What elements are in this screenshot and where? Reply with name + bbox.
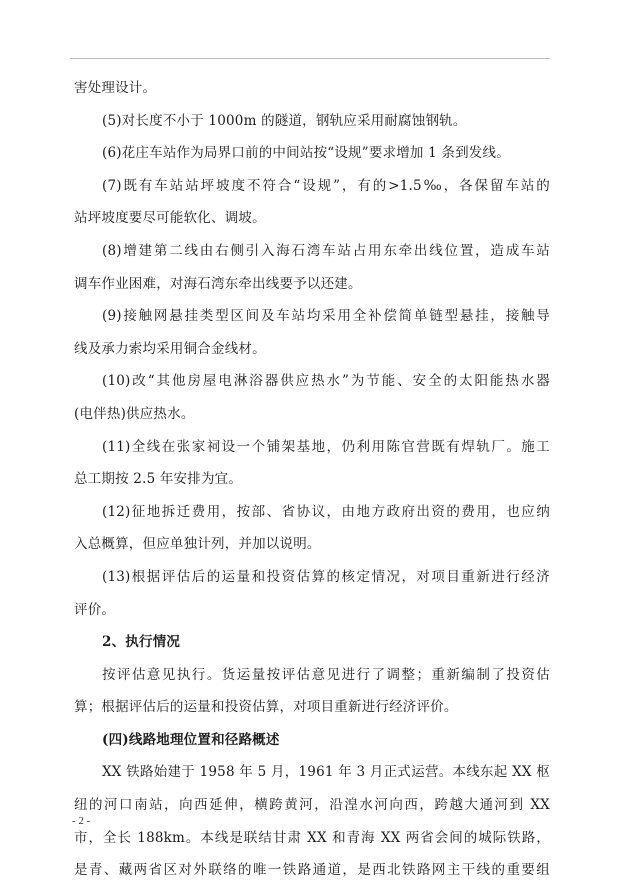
list-item-12-cont: 入总概算，但应单独计列，并加以说明。 xyxy=(74,536,321,553)
paragraph-line: 市，全长 188km。本线是联结甘肃 XX 和青海 XX 两省会间的城际铁路， xyxy=(74,829,550,846)
paragraph-line: 是青、藏两省区对外联络的唯一铁路通道，是西北铁路网主干线的重要组 xyxy=(74,862,550,879)
paragraph-line: 算；根据评估后的运量和投资估算，对项目重新进行经济评价。 xyxy=(74,699,458,716)
list-item-7: (7)既有车站站坪坡度不符合“设规”，有的>1.5‰，各保留车站的 xyxy=(102,177,550,194)
list-item-10-cont: (电伴热)供应热水。 xyxy=(74,405,195,422)
list-item-10: (10)改“其他房屋电淋浴器供应热水”为节能、安全的太阳能热水器 xyxy=(102,373,550,390)
paragraph-line: 害处理设计。 xyxy=(74,80,157,96)
list-item-6: (6)花庄车站作为局界口前的中间站按“设规”要求增加 1 条到发线。 xyxy=(102,145,510,162)
section-heading-execution: 2、执行情况 xyxy=(102,634,181,651)
document-body xyxy=(74,72,550,887)
list-item-11: (11)全线在张家祠设一个铺架基地，仍利用陈官营既有焊轨厂。施工 xyxy=(102,438,550,455)
header-rule xyxy=(70,58,550,59)
list-item-9: (9)接触网悬挂类型区间及车站均采用全补偿简单链型悬挂，接触导 xyxy=(102,308,550,325)
section-heading-route: (四)线路地理位置和径路概述 xyxy=(102,731,280,748)
list-item-13: (13)根据评估后的运量和投资估算的核定情况，对项目重新进行经济 xyxy=(102,568,550,585)
list-item-11-cont: 总工期按 2.5 年安排为宜。 xyxy=(74,471,243,488)
paragraph-line: XX 铁路始建于 1958 年 5 月，1961 年 3 月正式运营。本线东起 XX 枢 xyxy=(102,764,550,781)
list-item-8: (8)增建第二线由右侧引入海石湾车站占用东牵出线位置，造成车站 xyxy=(102,242,550,259)
list-item-9-cont: 线及承力索均采用铜合金线材。 xyxy=(74,340,266,357)
list-item-13-cont: 评价。 xyxy=(74,601,116,618)
list-item-8-cont: 调车作业困难，对海石湾东牵出线要予以还建。 xyxy=(74,275,362,292)
paragraph-line: 按评估意见执行。货运量按评估意见进行了调整；重新编制了投资估 xyxy=(102,666,550,683)
list-item-12: (12)征地拆迁费用，按部、省协议，由地方政府出资的费用，也应纳 xyxy=(102,503,550,520)
paragraph-line: 纽的河口南站，向西延伸，横跨黄河，沿湟水河向西，跨越大通河到 XX xyxy=(74,797,550,814)
list-item-7-cont: 站坪坡度要尽可能软化、调坡。 xyxy=(74,210,266,227)
list-item-5: (5)对长度不小于 1000m 的隧道，钢轨应采用耐腐蚀钢轨。 xyxy=(102,112,467,129)
page-number: - 2 - xyxy=(72,815,91,827)
